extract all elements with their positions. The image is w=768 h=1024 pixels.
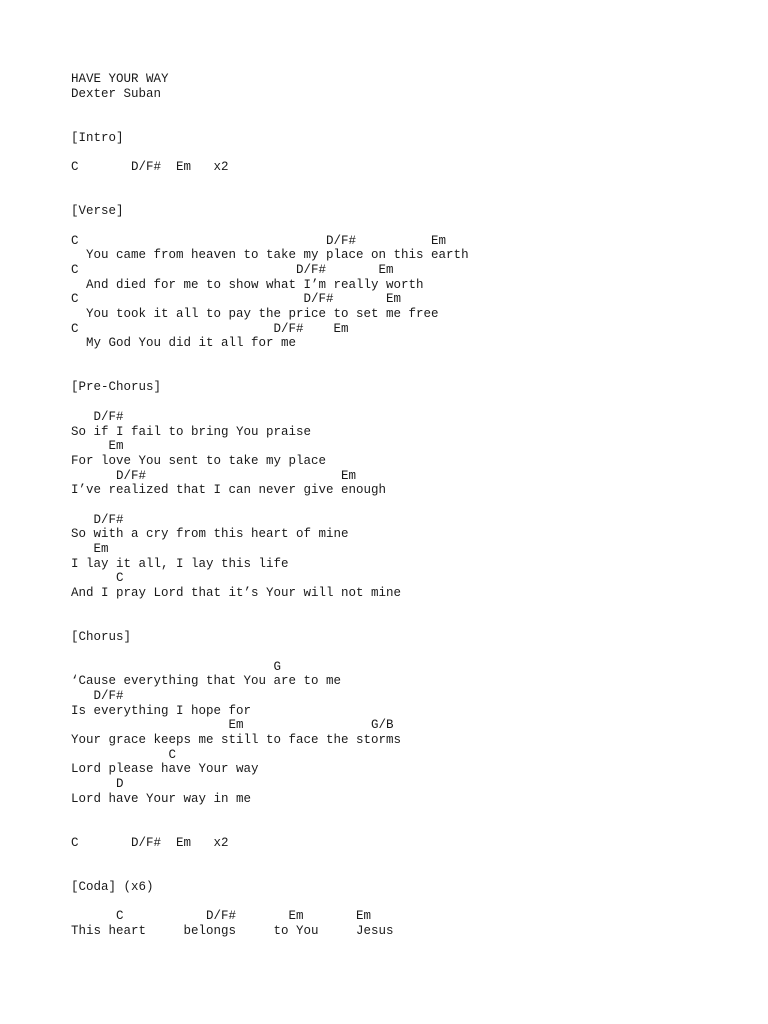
pre-chorus-chord-line: D/F#: [71, 409, 124, 424]
pre-chorus-chord-line: D/F#: [71, 512, 124, 527]
intro-chords: C D/F# Em x2: [71, 160, 229, 175]
chorus-chord-line: C: [71, 747, 177, 762]
coda-chord-line: C D/F# Em Em: [71, 909, 372, 924]
pre-chorus-lyric-line: I’ve realized that I can never give enough: [71, 483, 387, 498]
pre-chorus-chord-line: Em: [71, 439, 124, 454]
verse-lyric-line: My God You did it all for me: [71, 336, 297, 351]
verse-chord-line: C D/F# Em: [71, 233, 447, 248]
pre-chorus-lyric-line: I lay it all, I lay this life: [71, 556, 289, 571]
pre-chorus-lyric-line: For love You sent to take my place: [71, 453, 327, 468]
pre-chorus-header: [Pre-Chorus]: [71, 380, 162, 395]
verse-lyric-line: And died for me to show what I’m really worth: [71, 277, 424, 292]
pre-chorus-chord-line: Em: [71, 542, 109, 557]
chorus-header: [Chorus]: [71, 630, 132, 645]
verse-lyric-line: You came from heaven to take my place on this earth: [71, 248, 469, 263]
intro-header: [Intro]: [71, 130, 124, 145]
pre-chorus-chord-line: D/F# Em: [71, 468, 357, 483]
chorus-chord-line: Em G/B: [71, 718, 394, 733]
chorus-lyric-line: Lord have Your way in me: [71, 791, 252, 806]
chorus-lyric-line: Is everything I hope for: [71, 703, 252, 718]
chorus-lyric-line: Lord please have Your way: [71, 762, 259, 777]
chorus-chord-line: D/F#: [71, 688, 124, 703]
verse-chord-line: C D/F# Em: [71, 321, 349, 336]
coda-lyric-line: This heart belongs to You Jesus: [71, 923, 394, 938]
song-artist: Dexter Suban: [71, 86, 162, 101]
song-title: HAVE YOUR WAY: [71, 72, 169, 86]
verse-chord-line: C D/F# Em: [71, 292, 402, 307]
pre-chorus-lyric-line: So if I fail to bring You praise: [71, 424, 312, 439]
pre-chorus-chord-line: C: [71, 571, 124, 586]
chorus-lyric-line: Your grace keeps me still to face the storms: [71, 733, 402, 747]
chorus-chord-line: D: [71, 777, 124, 792]
verse-lyric-line: You took it all to pay the price to set me free: [71, 307, 439, 322]
pre-chorus-lyric-line: So with a cry from this heart of mine: [71, 527, 349, 542]
chorus-lyric-line: ‘Cause everything that You are to me: [71, 674, 342, 689]
pre-chorus-lyric-line: And I pray Lord that it’s Your will not mine: [71, 586, 402, 601]
chorus-chord-line: G: [71, 659, 282, 674]
repeat-chords: C D/F# Em x2: [71, 835, 229, 850]
chord-sheet: [71, 72, 768, 939]
verse-chord-line: C D/F# Em: [71, 262, 394, 277]
verse-header: [Verse]: [71, 204, 124, 219]
coda-header: [Coda] (x6): [71, 879, 154, 894]
